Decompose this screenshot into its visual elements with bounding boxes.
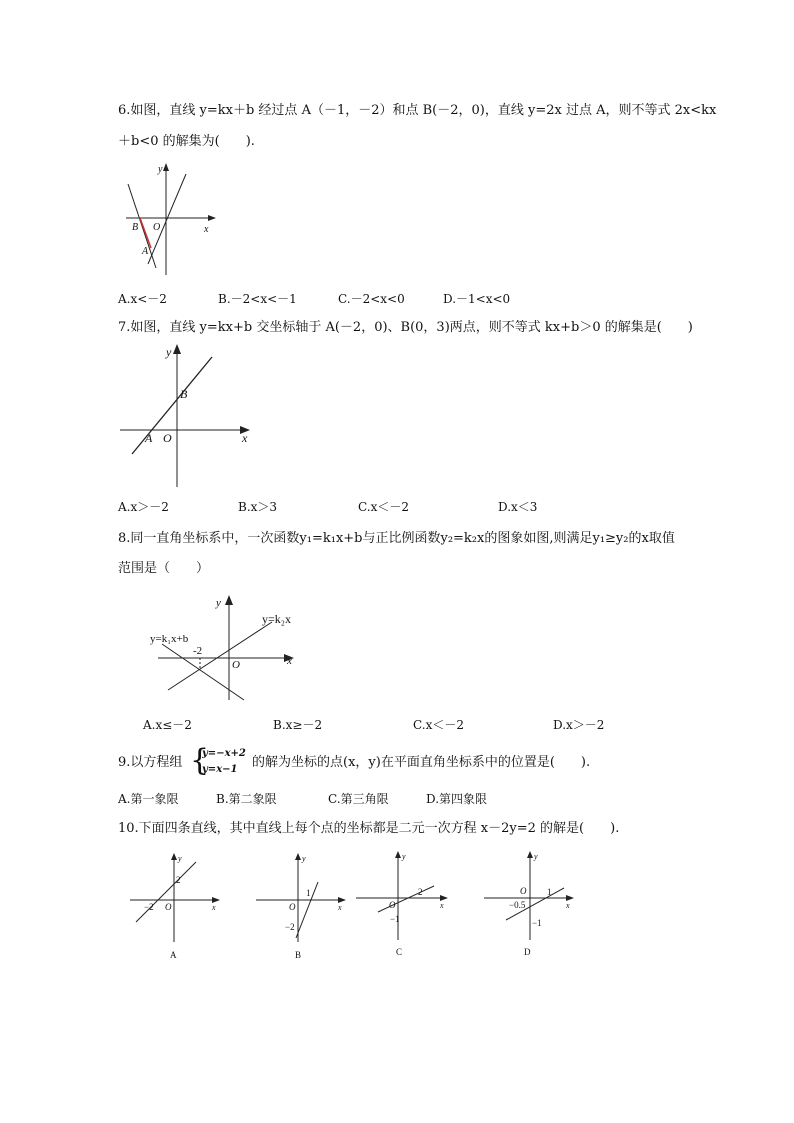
q10a-origin-label: O bbox=[165, 902, 172, 912]
q10d-tick-1: 1 bbox=[547, 887, 552, 897]
q9-option-c: C.第三角限 bbox=[328, 792, 389, 806]
q7-option-b: B.x＞3 bbox=[238, 500, 278, 514]
q9-option-a: A.第一象限 bbox=[118, 792, 179, 806]
q8-tick-minus2: -2 bbox=[193, 645, 203, 657]
q10-figure-d bbox=[480, 848, 580, 958]
q6-option-b: B.－2<x<－1 bbox=[218, 292, 297, 306]
q10a-y-label: y bbox=[178, 854, 182, 863]
q9-text-pre: 9.以方程组 bbox=[118, 755, 183, 770]
q7-option-d: D.x＜3 bbox=[498, 500, 538, 514]
q10a-x-label: x bbox=[212, 903, 216, 912]
q9-text-post: 的解为坐标的点(x，y)在平面直角坐标系中的位置是( ). bbox=[252, 755, 591, 770]
q10-figure-b bbox=[252, 850, 352, 960]
q10a-caption: A bbox=[170, 950, 177, 960]
q7-origin-label: O bbox=[163, 431, 172, 445]
q6-option-d: D.－1<x<0 bbox=[443, 292, 511, 306]
q9-option-d: D.第四象限 bbox=[426, 792, 488, 806]
q8-origin-label: O bbox=[232, 659, 240, 671]
q10b-tick-neg2: −2 bbox=[285, 922, 295, 932]
q6-option-c: C.－2<x<0 bbox=[338, 292, 405, 306]
q7-point-b-label: B bbox=[180, 387, 188, 401]
q10d-origin-label: O bbox=[520, 886, 527, 896]
q7-option-a: A.x＞－2 bbox=[118, 500, 169, 514]
q7-point-a-label: A bbox=[145, 431, 153, 445]
q10-text-line1: 10.下面四条直线，其中直线上每个点的坐标都是二元一次方程 x－2y=2 的解是( ). bbox=[118, 821, 620, 836]
q7-option-c: C.x＜－2 bbox=[358, 500, 409, 514]
q6-point-a-label: A bbox=[142, 246, 149, 257]
q6-x-label: x bbox=[204, 224, 209, 235]
q10c-tick-neg1: −1 bbox=[390, 914, 400, 924]
q7-figure bbox=[118, 342, 253, 490]
q7-y-label: y bbox=[166, 345, 172, 359]
q10a-tick-neg2: −2 bbox=[144, 902, 154, 912]
q10c-origin-label: O bbox=[389, 900, 396, 910]
q6-text-line1: 6.如图，直线 y=kx＋b 经过点 A（－1，－2）和点 B(－2，0)，直线 y=2x 过点 A，则不等式 2x<kx bbox=[118, 103, 717, 118]
q7-x-label: x bbox=[242, 431, 248, 445]
q8-line2-label: y=k₂x bbox=[262, 612, 291, 626]
q6-y-label: y bbox=[158, 164, 163, 175]
q10d-caption: D bbox=[524, 947, 531, 957]
q10d-tick-neg05: −0.5 bbox=[509, 900, 526, 910]
q10d-y-label: y bbox=[534, 852, 538, 861]
q8-y-label: y bbox=[216, 597, 221, 609]
q9-equation-2: y=x−1 bbox=[202, 764, 238, 775]
q10d-tick-neg1: −1 bbox=[532, 918, 542, 928]
q8-x-label: x bbox=[287, 655, 292, 667]
q10c-x-label: x bbox=[440, 901, 444, 910]
q7-text-line1: 7.如图，直线 y=kx+b 交坐标轴于 A(－2，0)、B(0，3)两点，则不等式 kx+b＞0 的解集是( ) bbox=[118, 320, 693, 335]
q6-figure bbox=[120, 160, 220, 280]
q10-figure-c bbox=[352, 848, 452, 958]
q8-text-line1: 8.同一直角坐标系中，一次函数y₁=k₁x+b与正比例函数y₂=k₂x的图象如图,则满足y₁≥y₂的x取值 bbox=[118, 531, 675, 546]
q10b-caption: B bbox=[295, 950, 302, 960]
q10b-origin-label: O bbox=[289, 902, 296, 912]
q6-point-b-label: B bbox=[132, 222, 139, 233]
q10a-tick-2: 2 bbox=[176, 875, 181, 885]
q10c-caption: C bbox=[396, 947, 403, 957]
q10-figure-a bbox=[126, 850, 226, 960]
q8-option-c: C.x＜－2 bbox=[413, 718, 464, 732]
q8-figure bbox=[148, 592, 298, 704]
q8-line1-label: y=k₁x+b bbox=[150, 633, 189, 645]
q10c-y-label: y bbox=[402, 852, 406, 861]
q8-option-d: D.x＞－2 bbox=[553, 718, 605, 732]
q9-option-b: B.第二象限 bbox=[216, 792, 277, 806]
q10b-x-label: x bbox=[338, 903, 342, 912]
q8-option-b: B.x≥－2 bbox=[273, 718, 323, 732]
q6-text-line2: ＋b<0 的解集为( ). bbox=[118, 134, 255, 149]
q6-origin-label: O bbox=[153, 222, 161, 233]
q10b-y-label: y bbox=[302, 854, 306, 863]
q6-option-a: A.x<－2 bbox=[118, 292, 167, 306]
q10d-x-label: x bbox=[566, 901, 570, 910]
q9-brace: { bbox=[190, 743, 210, 778]
q8-text-line2: 范围是（ ） bbox=[118, 561, 210, 576]
q10b-tick-1: 1 bbox=[306, 888, 311, 898]
q10c-tick-2: 2 bbox=[418, 887, 423, 897]
q9-equation-1: y=−x+2 bbox=[202, 748, 246, 759]
q8-option-a: A.x≤－2 bbox=[143, 718, 192, 732]
